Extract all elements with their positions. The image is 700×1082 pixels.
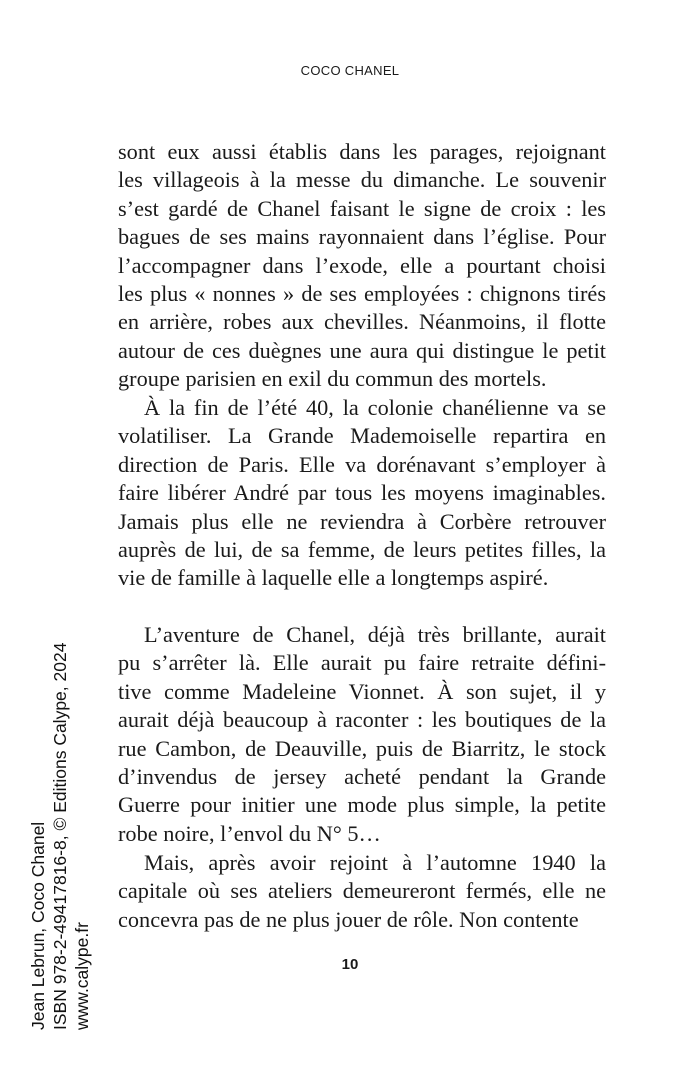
page-number: 10: [341, 956, 359, 973]
text-line: tive comme Madeleine Vionnet. À son sujet, il y: [118, 678, 606, 704]
text-line: auprès de lui, de sa femme, de leurs petites filles, la: [118, 536, 606, 562]
paragraph-3: [118, 621, 606, 848]
paragraph-1: [118, 138, 606, 394]
text-line: Jamais plus elle ne reviendra à Corbère retrouver: [118, 508, 606, 534]
text-line: À la fin de l’été 40, la colonie chanélienne va se: [144, 395, 606, 420]
text-line: pu s’arrêter là. Elle aurait pu faire retraite défini-: [118, 650, 606, 676]
text-line: faire libérer André par tous les moyens imaginables.: [118, 480, 606, 506]
text-line: autour de ces duègnes une aura qui distingue le petit: [118, 337, 606, 363]
text-line: rue Cambon, de Deauville, puis de Biarritz, le stock: [118, 735, 606, 761]
text-line: aurait déjà beaucoup à raconter : les boutiques de la: [118, 707, 606, 733]
text-line: d’invendus de jersey acheté pendant la Grande: [118, 763, 606, 789]
text-line: robe noire, l’envol du N° 5…: [118, 820, 381, 846]
text-line: Mais, après avoir rejoint à l’automne 1940 la: [144, 850, 606, 875]
text-line: groupe parisien en exil du commun des mortels.: [118, 366, 547, 392]
isbn-copyright: ISBN 978-2-49417816-8, © Editions Calype, 2024: [50, 642, 70, 1030]
text-line: les villageois à la messe du dimanche. Le souvenir: [118, 167, 606, 193]
text-line: vie de famille à laquelle elle a longtemps aspiré.: [118, 565, 549, 591]
text-line: s’est gardé de Chanel faisant le signe de croix : les: [118, 195, 606, 221]
paragraph-4: [118, 849, 606, 934]
text-line: concevra pas de ne plus jouer de rôle. Non contente: [118, 906, 579, 932]
running-header: COCO CHANEL: [300, 63, 400, 78]
text-line: L’aventure de Chanel, déjà très brillante, aurait: [144, 622, 606, 647]
text-line: l’accompagner dans l’exode, elle a pourtant choisi: [118, 252, 606, 278]
text-line: sont eux aussi établis dans les parages, rejoignant: [118, 139, 606, 164]
text-line: Guerre pour initier une mode plus simple, la petite: [118, 792, 606, 818]
author-title: Jean Lebrun, Coco Chanel: [28, 821, 48, 1030]
copyright-notice: [27, 643, 93, 1030]
text-line: les plus « nonnes » de ses employées : chignons tirés: [118, 280, 606, 306]
publisher-website[interactable]: www.calype.fr: [72, 922, 92, 1030]
text-line: bagues de ses mains rayonnaient dans l’église. Pour: [118, 224, 606, 250]
text-line: en arrière, robes aux chevilles. Néanmoins, il flotte: [118, 309, 606, 335]
text-line: capitale où ses ateliers demeureront fermés, elle ne: [118, 878, 606, 904]
paragraph-2: [118, 394, 606, 593]
text-line: direction de Paris. Elle va dorénavant s’employer à: [118, 451, 606, 477]
text-line: volatiliser. La Grande Mademoiselle repartira en: [118, 423, 606, 449]
